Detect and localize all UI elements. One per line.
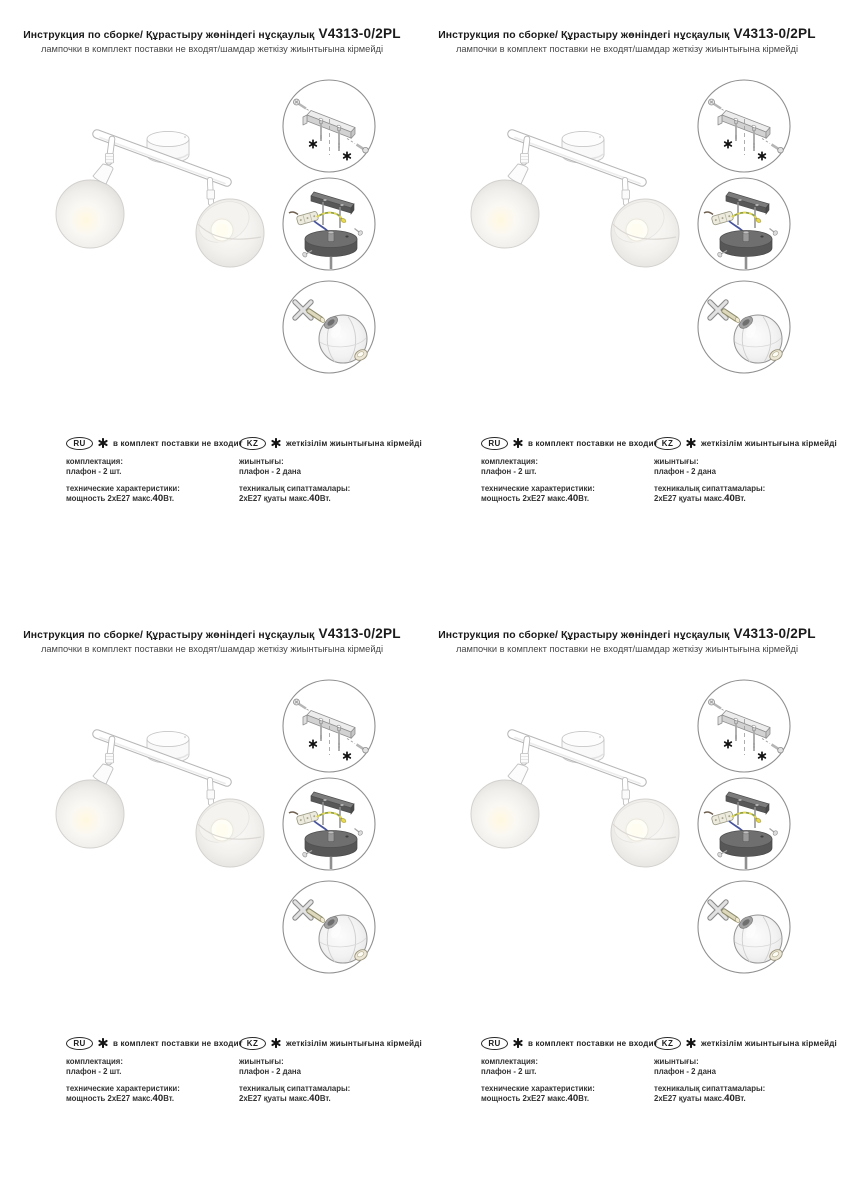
lamp-illustration	[457, 106, 687, 271]
ru-power-suffix: Вт.	[163, 1094, 175, 1103]
kz-power-line	[239, 494, 425, 504]
step3-shade-diagram	[696, 879, 792, 975]
kz-section	[654, 436, 840, 504]
asterisk-icon	[98, 1038, 108, 1048]
ru-kit-value: плафон - 2 шт.	[481, 1067, 537, 1076]
ru-badge: RU	[66, 1037, 93, 1050]
ru-note-text: в комплект поставки не входит	[113, 1038, 243, 1048]
ru-power-prefix: мощность 2хЕ27 макс.	[481, 494, 568, 503]
ru-power-bold: 40	[567, 1093, 579, 1104]
ru-kit-block	[66, 457, 236, 477]
left-shade	[56, 764, 124, 848]
kz-power-bold: 40	[724, 493, 735, 504]
ru-power-line	[481, 494, 651, 504]
asterisk-icon	[513, 1038, 523, 1048]
sheet-header	[0, 26, 424, 54]
right-arm	[207, 780, 215, 803]
kz-kit-label: жиынтығы:	[239, 1057, 284, 1066]
sheet-subtitle: лампочки в комплект поставки не входят/шамдар жеткізу жиынтығына кірмейді	[455, 44, 799, 54]
right-arm	[622, 180, 630, 203]
ru-note-text: в комплект поставки не входит	[113, 438, 243, 448]
ru-badge: RU	[481, 1037, 508, 1050]
kz-power-line	[654, 494, 840, 504]
right-arm	[622, 780, 630, 803]
kz-kit-block	[239, 1057, 425, 1077]
sheet-title	[0, 26, 424, 41]
kz-note-text: жеткізілім жиынтығына кірмейді	[286, 1038, 422, 1048]
kz-kit-label: жиынтығы:	[654, 457, 699, 466]
ru-tech-block	[481, 1084, 651, 1104]
kz-kit-block	[654, 1057, 840, 1077]
title-text: Инструкция по сборке/ Құрастыру жөніндегі нұсқаулық	[23, 30, 315, 41]
ru-tech-block	[66, 1084, 236, 1104]
ru-kit-label: комплектация:	[481, 457, 538, 466]
right-shade	[608, 794, 679, 867]
instruction-sheet-3	[0, 600, 424, 1200]
lamp-illustration	[42, 706, 272, 871]
step2-wiring-diagram	[696, 776, 792, 872]
asterisk-icon	[98, 438, 108, 448]
left-shade	[471, 764, 539, 848]
ru-power-line	[481, 1094, 651, 1104]
ru-tech-label: технические характеристики:	[481, 484, 595, 493]
kz-power-bold: 40	[309, 1093, 320, 1104]
step2-wiring-diagram	[281, 176, 377, 272]
kz-section	[239, 436, 425, 504]
sheet-subtitle: лампочки в комплект поставки не входят/шамдар жеткізу жиынтығына кірмейді	[40, 644, 384, 654]
ru-section	[481, 436, 658, 504]
title-text: Инструкция по сборке/ Құрастыру жөніндегі нұсқаулық	[438, 30, 730, 41]
step1-bracket-diagram	[696, 78, 792, 174]
left-shade	[471, 164, 539, 248]
ru-kit-value: плафон - 2 шт.	[481, 467, 537, 476]
kz-badge: KZ	[654, 437, 681, 450]
ru-badge: RU	[66, 437, 93, 450]
kz-note-row	[239, 1036, 425, 1050]
step3-shade-diagram	[281, 879, 377, 975]
ru-note-text: в комплект поставки не входит	[528, 438, 658, 448]
ru-section	[481, 1036, 658, 1104]
kz-tech-block	[239, 484, 425, 504]
ru-tech-label: технические характеристики:	[481, 1084, 595, 1093]
sheet-subtitle: лампочки в комплект поставки не входят/шамдар жеткізу жиынтығына кірмейді	[455, 644, 799, 654]
ru-tech-block	[481, 484, 651, 504]
kz-badge: KZ	[654, 1037, 681, 1050]
kz-kit-value: плафон - 2 дана	[654, 1067, 716, 1076]
ru-power-prefix: мощность 2хЕ27 макс.	[66, 494, 153, 503]
step1-bracket-diagram	[696, 678, 792, 774]
kz-tech-label: техникалық сипаттамалары:	[654, 1084, 766, 1093]
lamp-illustration	[457, 706, 687, 871]
ru-section	[66, 436, 243, 504]
step3-shade-diagram	[696, 279, 792, 375]
kz-note-row	[654, 1036, 840, 1050]
specs	[415, 1036, 839, 1126]
kz-note-row	[654, 436, 840, 450]
kz-badge: KZ	[239, 1037, 266, 1050]
kz-note-text: жеткізілім жиынтығына кірмейді	[701, 438, 837, 448]
ru-section	[66, 1036, 243, 1104]
step1-bracket-diagram	[281, 78, 377, 174]
sheet-header	[415, 626, 839, 654]
specs	[0, 436, 424, 526]
ru-kit-block	[481, 1057, 651, 1077]
kz-power-prefix: 2хЕ27 қуаты макс.	[654, 1094, 725, 1103]
kz-power-suffix: Вт.	[734, 1094, 746, 1103]
sheet-title	[415, 626, 839, 641]
kz-power-suffix: Вт.	[319, 1094, 331, 1103]
ru-kit-value: плафон - 2 шт.	[66, 1067, 122, 1076]
kz-section	[239, 1036, 425, 1104]
ru-note-text: в комплект поставки не входит	[528, 1038, 658, 1048]
right-shade	[193, 194, 264, 267]
instruction-sheet-2	[415, 0, 839, 600]
kz-badge: KZ	[239, 437, 266, 450]
ru-power-bold: 40	[152, 1093, 164, 1104]
kz-kit-block	[654, 457, 840, 477]
title-model-number: V4313-0/2PL	[318, 626, 401, 641]
kz-kit-value: плафон - 2 дана	[654, 467, 716, 476]
sheet-title	[415, 26, 839, 41]
instruction-sheet-1	[0, 0, 424, 600]
ru-kit-block	[481, 457, 651, 477]
kz-power-prefix: 2хЕ27 қуаты макс.	[654, 494, 725, 503]
step2-wiring-diagram	[696, 176, 792, 272]
ru-note-row	[481, 436, 658, 450]
sheet-title	[0, 626, 424, 641]
kz-tech-block	[239, 1084, 425, 1104]
left-shade	[56, 164, 124, 248]
ru-power-line	[66, 494, 236, 504]
specs	[415, 436, 839, 526]
kz-power-line	[239, 1094, 425, 1104]
title-model-number: V4313-0/2PL	[733, 626, 816, 641]
asterisk-icon	[513, 438, 523, 448]
ru-kit-label: комплектация:	[66, 457, 123, 466]
asterisk-icon	[271, 1038, 281, 1048]
asterisk-icon	[686, 1038, 696, 1048]
ru-kit-label: комплектация:	[481, 1057, 538, 1066]
step2-wiring-diagram	[281, 776, 377, 872]
kz-kit-value: плафон - 2 дана	[239, 467, 301, 476]
ru-tech-label: технические характеристики:	[66, 484, 180, 493]
kz-note-text: жеткізілім жиынтығына кірмейді	[286, 438, 422, 448]
kz-power-suffix: Вт.	[319, 494, 331, 503]
title-text: Инструкция по сборке/ Құрастыру жөніндегі нұсқаулық	[23, 630, 315, 641]
kz-kit-label: жиынтығы:	[239, 457, 284, 466]
kz-power-bold: 40	[309, 493, 320, 504]
instruction-sheet-4	[415, 600, 839, 1200]
ru-power-suffix: Вт.	[578, 494, 590, 503]
step1-bracket-diagram	[281, 678, 377, 774]
asterisk-icon	[686, 438, 696, 448]
ru-kit-value: плафон - 2 шт.	[66, 467, 122, 476]
title-model-number: V4313-0/2PL	[733, 26, 816, 41]
ru-power-suffix: Вт.	[578, 1094, 590, 1103]
ru-tech-label: технические характеристики:	[66, 1084, 180, 1093]
ru-note-row	[481, 1036, 658, 1050]
kz-tech-label: техникалық сипаттамалары:	[654, 484, 766, 493]
right-shade	[608, 194, 679, 267]
sheet-header	[0, 626, 424, 654]
kz-tech-label: техникалық сипаттамалары:	[239, 1084, 351, 1093]
kz-power-prefix: 2хЕ27 қуаты макс.	[239, 494, 310, 503]
ru-kit-label: комплектация:	[66, 1057, 123, 1066]
ru-power-bold: 40	[152, 493, 164, 504]
kz-note-row	[239, 436, 425, 450]
kz-power-bold: 40	[724, 1093, 735, 1104]
ru-note-row	[66, 1036, 243, 1050]
title-text: Инструкция по сборке/ Құрастыру жөніндегі нұсқаулық	[438, 630, 730, 641]
ru-power-suffix: Вт.	[163, 494, 175, 503]
kz-tech-block	[654, 1084, 840, 1104]
kz-power-line	[654, 1094, 840, 1104]
ru-note-row	[66, 436, 243, 450]
kz-tech-block	[654, 484, 840, 504]
kz-power-suffix: Вт.	[734, 494, 746, 503]
ru-power-prefix: мощность 2хЕ27 макс.	[66, 1094, 153, 1103]
asterisk-icon	[271, 438, 281, 448]
lamp-illustration	[42, 106, 272, 271]
ru-power-bold: 40	[567, 493, 579, 504]
sheet-subtitle: лампочки в комплект поставки не входят/шамдар жеткізу жиынтығына кірмейді	[40, 44, 384, 54]
sheet-header	[415, 26, 839, 54]
step3-shade-diagram	[281, 279, 377, 375]
right-shade	[193, 794, 264, 867]
ru-kit-block	[66, 1057, 236, 1077]
ru-power-line	[66, 1094, 236, 1104]
ru-tech-block	[66, 484, 236, 504]
title-model-number: V4313-0/2PL	[318, 26, 401, 41]
kz-note-text: жеткізілім жиынтығына кірмейді	[701, 1038, 837, 1048]
kz-section	[654, 1036, 840, 1104]
ru-power-prefix: мощность 2хЕ27 макс.	[481, 1094, 568, 1103]
kz-kit-label: жиынтығы:	[654, 1057, 699, 1066]
specs	[0, 1036, 424, 1126]
kz-kit-block	[239, 457, 425, 477]
kz-tech-label: техникалық сипаттамалары:	[239, 484, 351, 493]
ru-badge: RU	[481, 437, 508, 450]
kz-power-prefix: 2хЕ27 қуаты макс.	[239, 1094, 310, 1103]
kz-kit-value: плафон - 2 дана	[239, 1067, 301, 1076]
right-arm	[207, 180, 215, 203]
